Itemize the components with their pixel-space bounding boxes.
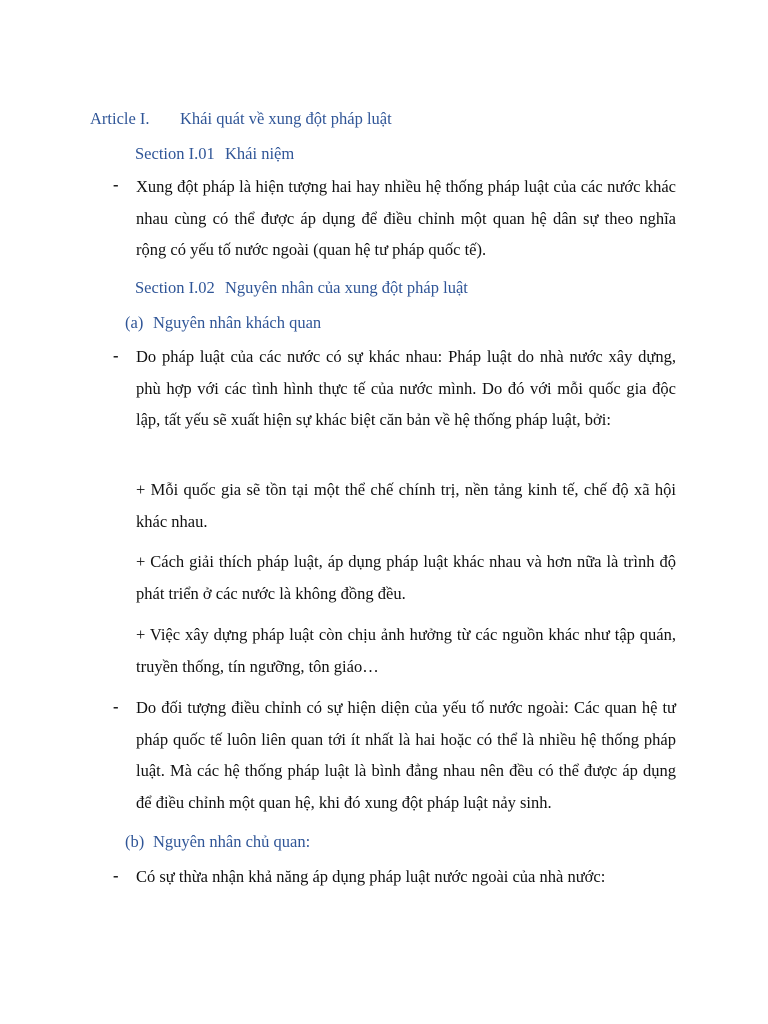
subsection-title-b: Nguyên nhân chủ quan: — [153, 832, 311, 851]
bullet-marker-1: - — [113, 175, 119, 194]
bullet-marker-4: - — [113, 866, 119, 885]
paragraph-foreign-element: Do đối tượng điều chỉnh có sự hiện diện của yếu tố nước ngoài: Các quan hệ tư pháp quốc tế luôn liên quan tới ít nhất là hai hoặc có thể là nhiều hệ thống pháp luật. Mà các hệ thống pháp luật là bình đẳng nhau nên đều có thể được áp dụng để điều chỉnh một quan hệ, khi đó xung đột pháp luật nảy sinh. — [136, 698, 676, 812]
plus-item-3: + Việc xây dựng pháp luật còn chịu ảnh hưởng từ các nguồn khác như tập quán, truyền thống, tín ngưỡng, tôn giáo… — [136, 625, 676, 676]
section-title-1: Khái niệm — [225, 144, 295, 163]
section-number-1: Section I.01 — [135, 144, 215, 163]
paragraph-subjective-cause: Có sự thừa nhận khả năng áp dụng pháp luật nước ngoài của nhà nước: — [136, 867, 606, 886]
plus-item-1: + Mỗi quốc gia sẽ tồn tại một thể chế chính trị, nền tảng kinh tế, chế độ xã hội khác nhau. — [136, 480, 676, 531]
subsection-label-a: (a) — [125, 313, 144, 332]
bullet-marker-3: - — [113, 697, 119, 716]
paragraph-objective-cause: Do pháp luật của các nước có sự khác nhau: Pháp luật do nhà nước xây dựng, phù hợp với các tình hình thực tế của nước mình. Do đó với mỗi quốc gia độc lập, tất yếu sẽ xuất hiện sự khác biệt căn bản về hệ thống pháp luật, bởi: — [136, 347, 676, 429]
section-title-2: Nguyên nhân của xung đột pháp luật — [225, 278, 468, 297]
subsection-title-a: Nguyên nhân khách quan — [153, 313, 322, 332]
plus-item-2: + Cách giải thích pháp luật, áp dụng pháp luật khác nhau và hơn nữa là trình độ phát triển ở các nước là không đồng đều. — [136, 552, 676, 603]
paragraph-definition: Xung đột pháp là hiện tượng hai hay nhiều hệ thống pháp luật của các nước khác nhau cùng có thể được áp dụng để điều chỉnh một quan hệ dân sự theo nghĩa rộng có yếu tố nước ngoài (quan hệ tư pháp quốc tế). — [136, 177, 676, 259]
section-number-2: Section I.02 — [135, 278, 215, 297]
subsection-label-b: (b) — [125, 832, 145, 851]
article-title: Khái quát về xung đột pháp luật — [180, 109, 392, 128]
bullet-marker-2: - — [113, 346, 119, 365]
article-number: Article I. — [90, 109, 150, 128]
